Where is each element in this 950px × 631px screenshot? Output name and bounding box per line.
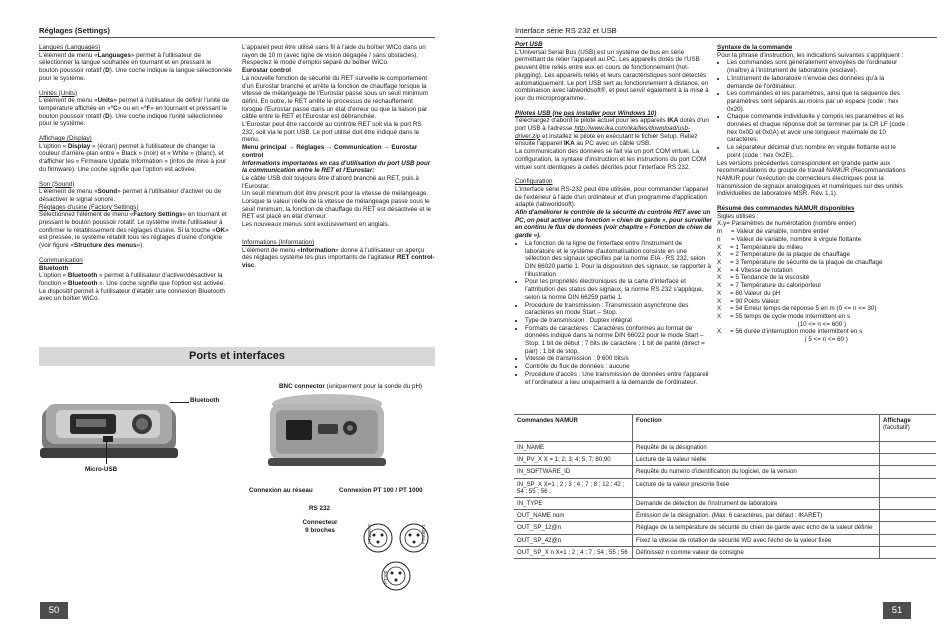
connector-label-1: Connecteur: [302, 519, 338, 526]
units-section: [39, 90, 232, 129]
command-cell: OUT_SP_X n X=1 ; 2 ; 4 ; 7 ; 54 ; 55 ; 56: [514, 546, 633, 558]
pt100-label: PT100: [383, 570, 388, 584]
drivers-text-4: au PC avec un câble USB.: [574, 140, 651, 148]
syntax-title: Syntaxe de la commande: [717, 44, 793, 51]
usb-drivers-text: [515, 117, 713, 148]
table-row: [514, 522, 936, 534]
display-cell: [880, 510, 937, 522]
list-item: • L'instrument de laboratoire n'envoie des données qu'à la demande de l'ordinateur.: [727, 75, 910, 90]
device-rear-illustration: [262, 392, 392, 472]
summary-line: X = 54 Erreur temps de réponse 5 en m (0 <= n <= 30): [717, 305, 877, 313]
syntax-bullet-list: [717, 59, 910, 159]
driver-download-link[interactable]: http://www.ika.com/ika/lws/download/usb-driver.zip: [515, 125, 691, 140]
factory-bold: Factory Settings: [133, 211, 183, 219]
function-cell: Réglage de la température de sécurité du chien de garde avec écho de la valeur définie: [633, 522, 880, 534]
function-cell: Définissez n comme valeur de consigne: [633, 546, 880, 558]
languages-text-1: L'élément de menu «: [39, 51, 98, 59]
pt1000-1-label: PT1000-1: [421, 524, 426, 544]
wico-text: L'appareil peut être utilisé sans fil à l'aide du boîtier WiCo dans un rayon de 10 m (avec ligne de vision dégagée / sans obstacles). Respectez le mode d'emploi séparé du boîtier WiCo.: [242, 44, 426, 67]
right-header-rule: [515, 37, 937, 38]
summary-line: X = 55 temps de cycle mode intermittent en s: [717, 312, 851, 320]
languages-text-3: ). Une coche indique la langue sélectionnée pour le système.: [39, 67, 232, 82]
bnc-label-note: (uniquement pour la sonde du pH): [324, 383, 423, 390]
summary-line: X = 4 Vitesse de rotation: [717, 266, 793, 274]
command-cell: OUT_SP_42@n: [514, 534, 633, 546]
languages-d: D: [105, 67, 110, 75]
units-bold: Units: [97, 97, 114, 105]
function-cell: Lecture de la valeur réelle: [633, 454, 880, 466]
factory-title: Réglages d'usine (Factory Settings): [39, 203, 139, 211]
connector-label-2: 9 broches: [305, 526, 335, 534]
table-row: [514, 510, 936, 522]
units-celsius: °C: [110, 104, 118, 112]
syntax-text: Pour la phrase d'instruction, les indications suivantes s'appliquent :: [717, 51, 904, 59]
ports-section-title: Ports et interfaces: [39, 347, 435, 366]
eurostar-text-3: Le câble USB doit toujours être d'abord branché au RET, puis à l'Eurostar.: [242, 174, 419, 190]
left-page-header: Réglages (Settings): [39, 26, 110, 35]
display-cell: [880, 442, 937, 454]
units-or: » ou en «: [117, 104, 144, 112]
table-row: [514, 466, 936, 478]
list-item: • Vitesse de transmission : 9 600 bits/s: [525, 355, 713, 363]
summary-line: X = 56 durée d'interruption mode intermittent en s: [717, 328, 863, 336]
bluetooth-text-1: L'option «: [39, 272, 67, 280]
summary-line: X = 3 Température de sécurité de la plaque de chauffage: [717, 258, 883, 266]
display-bold: Display: [66, 142, 93, 150]
factory-ok: OK: [215, 226, 226, 234]
configuration-title: Configuration: [515, 178, 553, 186]
function-cell: Fixez la vitesse de rotation de sécurité WD avec l'écho de la valeur fixée: [633, 534, 880, 546]
information-title: Informations (Information): [242, 238, 315, 246]
column-header-function: Fonction: [633, 415, 880, 442]
display-title: Affichage (Display): [39, 135, 92, 143]
bluetooth-text-3: ». Une coche signifie que l'option est activée.: [99, 279, 226, 287]
sound-title: Son (Sound): [39, 180, 75, 188]
connector-label: [302, 519, 338, 534]
command-cell: OUT_SP_12@n: [514, 522, 633, 534]
namur-commands-table: [514, 414, 936, 559]
right-column-1: [515, 41, 713, 386]
pt1000-2-label: PT1000-2: [367, 524, 372, 544]
command-cell: IN_SP_X X=1 ; 2 ; 3 ; 4 ; 7 ; 8 ; 12 ; 42 ; 54 ; 55 ; 56 ;: [514, 478, 633, 497]
right-page-number: 51: [883, 602, 911, 619]
units-title: Unités (Units): [39, 89, 78, 97]
units-text-1: L'élément de menu «: [39, 97, 98, 105]
display-header-note: (facultatif): [883, 424, 910, 432]
eurostar-text-4: Un seuil minimum doit être prescrit pour la vitesse de mélangeage. Lorsque la valeur réelle de la vitesse de mélangeage passe sous le seuil minimum, la fonction de chauffage du RET est désactivée et le RET est placé en état d'erreur.: [242, 190, 432, 221]
drivers-ika: IKA: [667, 117, 679, 125]
factory-bold-2: Structure des menus: [74, 242, 137, 250]
list-item: • Contrôle du flux de données : aucune: [525, 363, 713, 371]
information-text: [242, 247, 435, 270]
bluetooth-text-2: » permet à l'utilisateur d'activer/désactiver la fonction «: [39, 272, 223, 287]
left-header-rule: [39, 37, 435, 38]
configuration-text: L'interface série RS-232 peut être utilisée, pour commander l'appareil de l'extérieur à l'aide d'un ordinateur et d'un programme d'application adapté (labworldsoft).: [515, 185, 709, 209]
summary-line: (10 <= n <= 600 ): [717, 320, 847, 328]
display-cell: [880, 466, 937, 478]
factory-section: [39, 204, 232, 250]
function-cell: Requête du numéro d'identification du logiciel, de la version: [633, 466, 880, 478]
bluetooth-label: Bluetooth: [190, 397, 220, 404]
command-cell: IN_SOFTWARE_ID: [514, 466, 633, 478]
sound-section: [39, 181, 232, 204]
left-column-1: [39, 44, 232, 310]
usb-port-title: Port USB: [515, 41, 543, 48]
list-item: • Procédure de transmission : Transmission asynchrone des caractères en mode Start – Stop.: [525, 302, 713, 317]
communication-title: Communication: [39, 256, 83, 264]
summary-line: X = 80 Valeur du pH: [717, 289, 781, 297]
table-row: [514, 498, 936, 510]
right-column-2: [717, 44, 910, 344]
eurostar-text-1: La nouvelle fonction de sécurité du RET surveille le comportement d'un Eurostar branché et arrête la fonction de chauffage lorsque la vitesse de mélangeage de l'Eurostar passe sous un seuil minimum défini. En outre, le RET arrête le processus de réchauffement lorsque l'Eurostar passe dans un état d'erreur ou que la liaison par câble entre le RET et l'Eurostar est débranchée.: [242, 74, 429, 121]
command-cell: IN_NAME: [514, 442, 633, 454]
watchdog-note: Afin d'améliorer le contrôle de la sécurité du contrôle RET avec un PC, on peut activer une fonction « chien de garde », pour surveiller en continu le flux de données (voir chapitre « Fonction de chien de garde »).: [515, 209, 713, 240]
bnc-label-text: BNC connector: [279, 383, 325, 390]
column-header-display: [880, 415, 937, 442]
function-cell: Émission de la désignation. (Max. 6 caractères, par défaut : IKARET): [633, 510, 880, 522]
display-cell: [880, 534, 937, 546]
micro-usb-label: Micro-USB: [85, 466, 118, 473]
display-header-text: Affichage: [883, 417, 911, 424]
display-cell: [880, 522, 937, 534]
com-port-text: La communication des données se fait via un port COM virtuel. La configuration, la syntaxe d'instruction et les instructions du port COM virtuel sont identiques à celles décrites pour l'interface RS 232.: [515, 148, 707, 171]
drivers-text-3: et installez le pilote en exécutant le fichier Setup. Reliez ensuite l'appareil: [515, 132, 698, 148]
summary-line: X,y= Paramètres de numérotation (nombre entier): [717, 220, 857, 228]
factory-text-4: »).: [136, 242, 144, 250]
left-column-2: [242, 44, 435, 270]
usb-port-text: L'Universal Serial Bus (USB) est un système de bus en série permettant de relier l'appareil au PC. Les appareils dotés de l'USB peuvent être reliés entre eux en cours de fonctionnement (hot-plugging). Les appareils reliés et leurs caractéristiques sont détectés automatiquement. Le port USB sert au fonctionnement à distance, en combinaison avec labworldsoft®, et peut servir également à la mise à jour du microprogramme.: [515, 48, 709, 102]
summary-line: m = Valeur de variable, nombre entier: [717, 228, 830, 236]
column-header-commands: Commandes NAMUR: [514, 415, 633, 442]
communication-section: [39, 257, 232, 303]
display-cell: [880, 454, 937, 466]
list-item: • La fonction de la ligne de l'interface entre l'instrument de laboratoire et le système d'automatisation consiste en une sélection des signaux spécifiés par la norme EIA - RS 232, selon DIN 66020 partie 1. Pour la disposition des signaux, se rapporter à l'illustration: [525, 240, 713, 279]
eurostar-text-5: Les nouveaux menus sont exclusivement en anglais.: [242, 221, 390, 229]
list-item: • Procédure d'accès : Une transmission de données entre l'appareil et l'ordinateur a lieu uniquement à la demande de l'ordinateur.: [525, 371, 713, 386]
function-cell: Demande de détection de l'instrument de laboratoire: [633, 498, 880, 510]
table-row: [514, 478, 936, 497]
list-item: • Le séparateur décimal d'un nombre en virgule flottante est le point (code : hex 0x2E).: [727, 144, 910, 159]
eurostar-text-2: L'Eurostar peut être raccordé au contrôle RET soit via le port RS 232, soit via le port USB. Le port utilisé doit être indiqué dans le menu.: [242, 121, 422, 144]
languages-title: Langues (Languages): [39, 44, 101, 51]
display-section: [39, 135, 232, 174]
right-page-header: Interface série RS 232 et USB: [515, 26, 617, 35]
bluetooth-leader-line: [170, 402, 189, 403]
factory-text-2: » en tournant et pressant le bouton poussoir rotatif. Le système invite l'utilisateur à confirmer le rétablissement des réglages d'usine. Si la touche «: [39, 211, 227, 234]
command-cell: OUT_NAME nom: [514, 510, 633, 522]
drivers-ika-2: IKA: [563, 140, 575, 148]
bluetooth-bold: Bluetooth: [66, 272, 100, 280]
drivers-text-1: Téléchargez d'abord le pilote actuel pour les appareils: [515, 117, 668, 125]
command-cell: IN_PV_X X = 1; 2; 3; 4; 5; 7; 80;90: [514, 454, 633, 466]
information-text-3: .: [254, 261, 257, 269]
bnc-label: [279, 383, 422, 391]
display-text-1: L'option «: [39, 142, 67, 150]
list-item: • Les commandes et les paramètres, ainsi que la séquence des paramètres sont séparés au moins par un espace (code : hex 0x20).: [727, 90, 910, 113]
information-bold: Information: [300, 246, 336, 254]
units-text-3: » en tournant et pressant le bouton poussoir rotatif (: [39, 104, 228, 120]
rs232-label: RS 232: [309, 505, 331, 512]
sound-bold: Sound: [97, 188, 118, 196]
table-row: [514, 546, 936, 558]
sound-text-1: L'élément de menu «: [39, 188, 98, 196]
command-cell: IN_TYPE: [514, 498, 633, 510]
summary-line: ( 5 <= n <= 60 ): [717, 336, 848, 344]
left-page-number: 50: [40, 602, 68, 619]
display-cell: [880, 546, 937, 558]
summary-title: Résumé des commandes NAMUR disponibles: [717, 205, 855, 213]
eurostar-title: Eurostar control: [242, 67, 291, 75]
drivers-text-2: dotés d'un port USB à l'adresse: [515, 117, 709, 133]
summary-line: Sigles utilisés :: [717, 212, 759, 220]
list-item: • Pour les propriétés électroniques de la carte d'interface et l'attribution des status des signaux, la norme RS 232 s'applique, selon la norme DIN 66259 partie 1.: [525, 278, 713, 301]
languages-text-2: » permet à l'utilisateur de sélectionner la langue souhaitée en tournant et en pressant le bouton poussoir rotatif (: [39, 51, 212, 75]
namur-text: Les versions précédentes correspondent en grande partie aux recommandations du groupe de travail NAMUR (Recommandations NAMUR pour l'exécution de connecteurs électriques pour la transmission de signaux analogiques et numériques sur des unités individuelles de laboratoire MSR. Rév. 1.1).: [717, 159, 906, 198]
summary-line: X = 2 Température de la plaque de chauffage: [717, 251, 850, 259]
sound-text-2: » permet à l'utilisateur d'activer ou de désactiver le signal sonore.: [39, 188, 222, 203]
summary-line: X = 90 Poids Valeur: [717, 297, 780, 305]
summary-line: X = 7 Température du caloriporteur: [717, 282, 822, 290]
table-row: [514, 442, 936, 454]
function-cell: Requête de la désignation: [633, 442, 880, 454]
factory-text-3: » est pressée, le système rétablit tous les réglages d'usine d'origine (voir figure «: [39, 226, 229, 250]
pt-label: Connexion PT 100 / PT 1000: [339, 487, 423, 494]
usb-important-note: Informations importantes en cas d'utilisation du port USB pour la communication entre le RET et l'Eurostar:: [242, 159, 431, 175]
bluetooth-title: Bluetooth: [39, 264, 69, 272]
display-text-2: » (écran) permet à l'utilisateur de changer la couleur d'arrière-plan entre « Black » (noir) et « White » (blanc), et d'afficher les « Firmware Update Information » (infos de mise à jour du firmware). Une coche signifie que l'option est activée.: [39, 142, 227, 173]
device-front-illustration: [40, 392, 180, 462]
menu-path: Menu principal → Réglages → Communication → Eurostar control: [242, 144, 418, 159]
information-text-1: L'élément de menu «: [242, 246, 301, 254]
summary-line: X = 5 Tendance de la viscosité: [717, 274, 810, 282]
units-text-2: » permet à l'utilisateur de définir l'unité de température affichée en «: [39, 97, 230, 112]
units-text-4: ). Une coche indique l'unité sélectionnée pour le système.: [39, 112, 223, 128]
mains-label: Connexion au réseau: [249, 487, 313, 494]
bluetooth-bold-2: Bluetooth: [66, 279, 100, 287]
table-row: [514, 454, 936, 466]
function-cell: Lecture de la valeur prescrite fixée: [633, 478, 880, 497]
rs232-bullet-list: [515, 240, 713, 386]
list-item: • Chaque commande individuelle y compris les paramètres et les données et chaque réponse doit se terminer par la CR LF (code : hex 0x0D et 0x0A) et avoir une longueur maximale de 10 caractères.: [727, 113, 910, 144]
units-d: D: [105, 112, 110, 120]
micro-usb-leader-line: [106, 436, 107, 464]
list-item: • Type de transmission : Duplex intégral: [525, 317, 713, 325]
factory-text-1: Sélectionnez l'élément de menu «: [39, 211, 134, 219]
display-cell: [880, 498, 937, 510]
summary-line: n = Valeur de variable, nombre à virgule flottante: [717, 235, 862, 243]
summary-line: X = 1 Température du milieu: [717, 243, 803, 251]
information-bold-2: RET control-visc: [242, 254, 435, 269]
languages-bold: Languages: [97, 51, 131, 59]
bluetooth-text-4: Le dispositif permet à l'utilisateur d'établir une connexion Bluetooth avec un boîtier WiCo.: [39, 287, 225, 303]
languages-section: [39, 44, 232, 83]
list-item: • Les commandes sont généralement envoyées de l'ordinateur (maître) à l'instrument de laboratoire (esclave).: [727, 59, 910, 74]
display-cell: [880, 478, 937, 497]
usb-drivers-title: Pilotes USB (ne pas installer pour Windows 10): [515, 109, 657, 117]
information-text-2: » donne à l'utilisateur un aperçu des réglages système les plus importants de l'agitateur: [242, 246, 425, 262]
table-row: [514, 534, 936, 546]
units-fahrenheit: °F: [144, 104, 151, 112]
list-item: • Formats de caractères : Caractères conformes au format de données indiqué dans la norme DIN 66022 pour le mode Start – Stop. 1 bit de début ; 7 bits de caractère ; 1 bit de parité (direct = pair) ; 1 bit de stop.: [525, 325, 713, 356]
table-header-row: [514, 415, 936, 442]
